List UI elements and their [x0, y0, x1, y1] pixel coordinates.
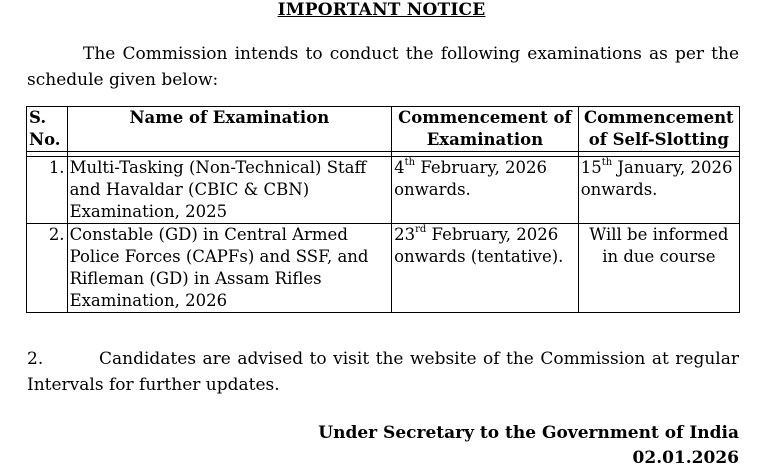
name-line: Police Forces (CAPFs) and SSF, and	[69, 247, 369, 266]
advice-text: Candidates are advised to visit the website of the Commission at regular	[99, 349, 739, 369]
header-slot-line1: Commencement	[584, 108, 734, 127]
header-exam-line1: Commencement of	[398, 108, 572, 127]
exam-schedule-table	[26, 106, 740, 313]
row-exam-date	[392, 224, 579, 313]
date-line2: onwards.	[394, 180, 471, 199]
intro-paragraph	[27, 41, 739, 93]
row-exam-name	[67, 224, 392, 313]
table-header-row	[27, 107, 740, 152]
row-slot-date	[578, 224, 739, 313]
row-exam-name	[67, 157, 392, 224]
header-sno-line2: No.	[29, 130, 61, 149]
date-suffix: th	[601, 156, 613, 168]
header-commencement-exam	[392, 107, 579, 152]
name-line: Examination, 2026	[69, 291, 228, 310]
header-exam-line2: Examination	[426, 130, 544, 149]
slot-line1: Will be informed	[589, 225, 729, 244]
date-day: 15	[580, 158, 602, 177]
name-line: and Havaldar (CBIC & CBN)	[69, 180, 310, 199]
date-line2: onwards.	[580, 180, 658, 199]
intro-line-2: schedule given below:	[27, 70, 219, 90]
row-exam-date	[392, 157, 579, 224]
advice-line-1	[27, 346, 739, 372]
date-suffix: th	[404, 156, 416, 168]
date-suffix: rd	[415, 223, 427, 235]
date-day: 23	[394, 225, 416, 244]
name-line: Constable (GD) in Central Armed	[69, 225, 348, 244]
paragraph-number: 2.	[27, 349, 44, 369]
date-rest: January, 2026	[612, 158, 733, 177]
header-commencement-slotting	[578, 107, 739, 152]
table-row	[27, 224, 740, 313]
signature-block	[318, 421, 739, 471]
slot-line2: in due course	[602, 247, 716, 266]
name-line: Rifleman (GD) in Assam Rifles	[69, 269, 322, 288]
notice-date: 02.01.2026	[632, 448, 739, 468]
notice-title: IMPORTANT NOTICE	[277, 0, 486, 20]
signatory-designation: Under Secretary to the Government of India	[318, 423, 739, 443]
date-day: 4	[394, 158, 405, 177]
row-sno: 2.	[27, 224, 68, 313]
row-slot-date	[578, 157, 739, 224]
advice-line-2: Intervals for further updates.	[27, 375, 280, 395]
row-sno: 1.	[27, 157, 68, 224]
date-line2: onwards (tentative).	[394, 247, 564, 266]
date-rest: February, 2026	[415, 158, 548, 177]
advice-paragraph	[27, 346, 739, 398]
header-exam-name: Name of Examination	[67, 107, 392, 152]
header-slot-line2: of Self-Slotting	[588, 130, 729, 149]
name-line: Examination, 2025	[69, 202, 228, 221]
date-rest: February, 2026	[426, 225, 559, 244]
header-sno	[27, 107, 68, 152]
intro-line-1: The Commission intends to conduct the following examinations as per the	[83, 44, 739, 64]
header-sno-line1: S.	[29, 108, 47, 127]
name-line: Multi-Tasking (Non-Technical) Staff	[69, 158, 367, 177]
table-row	[27, 157, 740, 224]
